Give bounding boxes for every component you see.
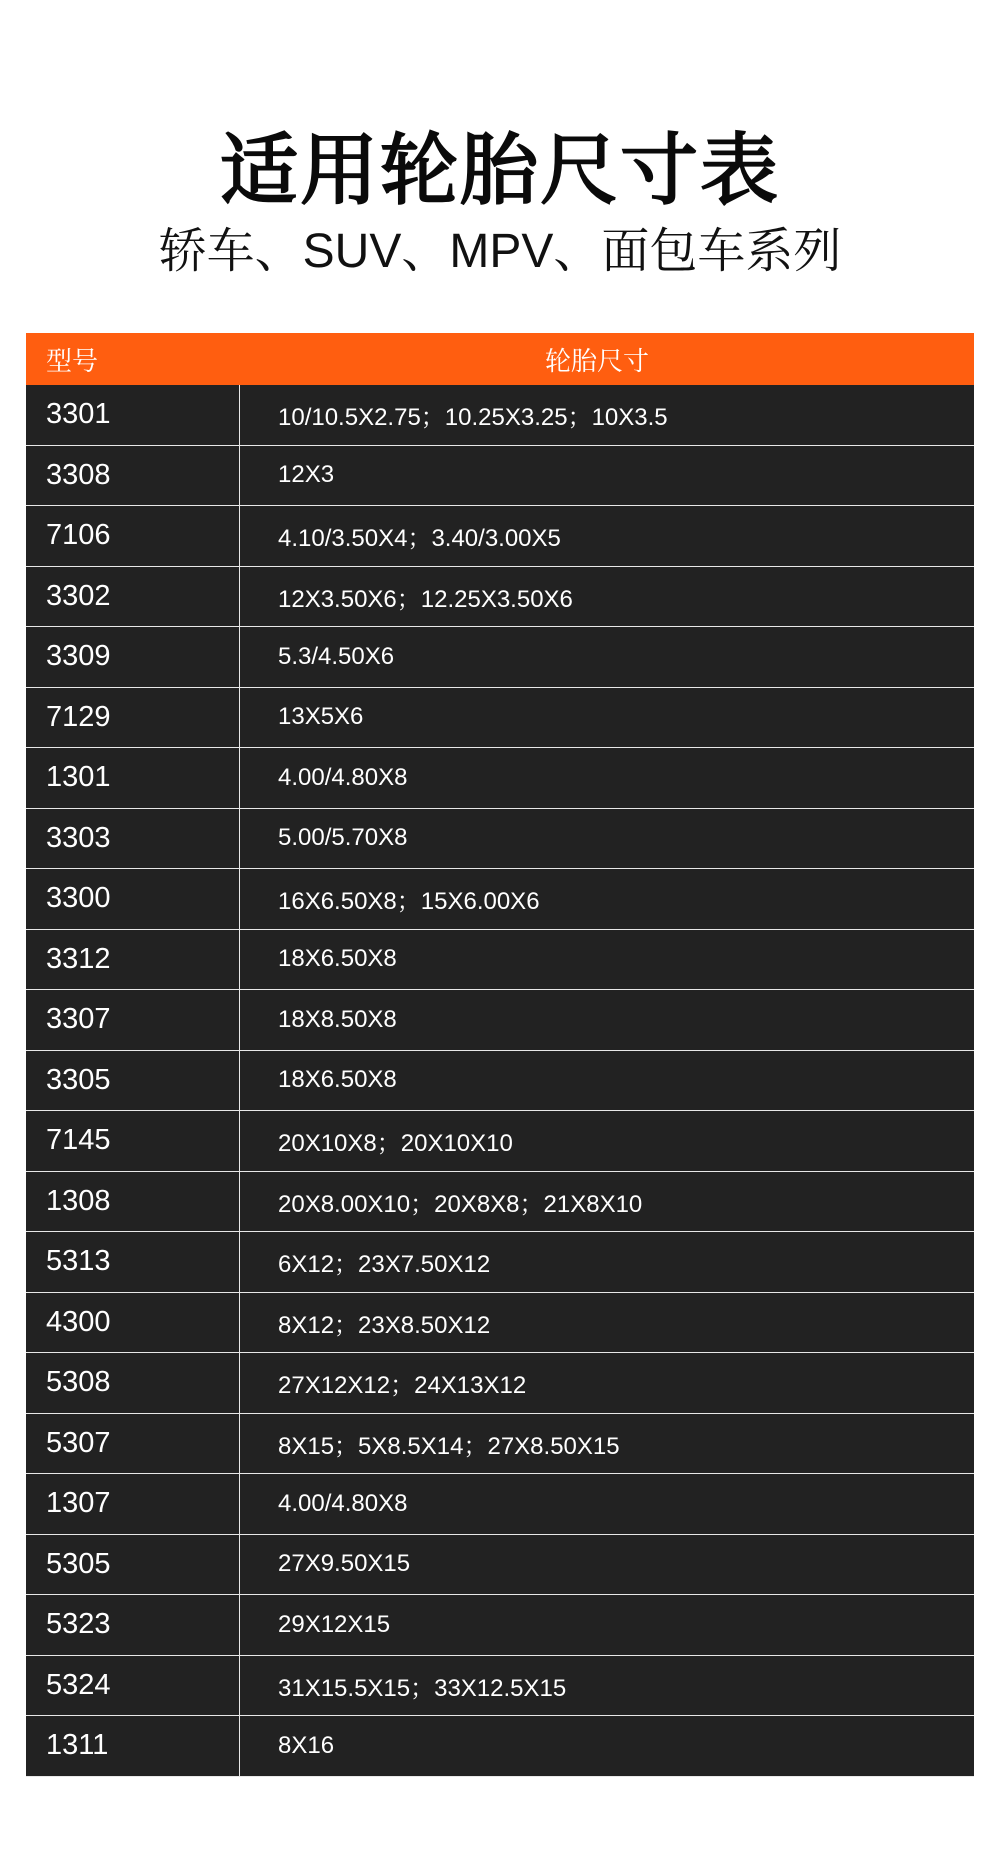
page-title: 适用轮胎尺寸表 <box>219 126 780 214</box>
model-cell: 5305 <box>26 1535 240 1595</box>
table-row <box>26 1474 974 1535</box>
tire-size-cell: 8X12；23X8.50X12 <box>278 1311 491 1339</box>
table-row <box>26 1172 974 1233</box>
table-row <box>26 930 974 991</box>
model-cell: 5307 <box>26 1414 240 1474</box>
table-row <box>26 1232 974 1293</box>
model-cell: 7106 <box>26 506 240 566</box>
model-cell: 3309 <box>26 627 240 687</box>
model-cell: 3308 <box>26 446 240 506</box>
tire-size-cell: 5.3/4.50X6 <box>278 642 395 670</box>
table-row <box>26 1716 974 1777</box>
model-cell: 1301 <box>26 748 240 808</box>
table-row <box>26 809 974 870</box>
table-row <box>26 688 974 749</box>
model-cell: 1311 <box>26 1716 240 1776</box>
model-cell: 5323 <box>26 1595 240 1655</box>
model-cell: 3302 <box>26 567 240 627</box>
model-cell: 3300 <box>26 869 240 929</box>
table-row <box>26 1656 974 1717</box>
table-row <box>26 446 974 507</box>
tire-size-cell: 18X8.50X8 <box>278 1005 397 1033</box>
model-cell: 1307 <box>26 1474 240 1534</box>
table-row <box>26 1535 974 1596</box>
tire-size-cell: 4.00/4.80X8 <box>278 1489 408 1517</box>
model-cell: 7145 <box>26 1111 240 1171</box>
tire-size-cell: 27X12X12；24X13X12 <box>278 1372 527 1400</box>
table-row <box>26 990 974 1051</box>
page-subtitle: 轿车、SUV、MPV、面包车系列 <box>158 225 842 278</box>
tire-size-cell: 13X5X6 <box>278 703 364 731</box>
tire-size-cell: 16X6.50X8；15X6.00X6 <box>278 888 540 916</box>
header-tire-size: 轮胎尺寸 <box>544 345 649 376</box>
table-header <box>26 333 974 385</box>
tire-size-cell: 5.00/5.70X8 <box>278 824 408 852</box>
table-row <box>26 1353 974 1414</box>
model-cell: 4300 <box>26 1293 240 1353</box>
model-cell: 3312 <box>26 930 240 990</box>
header-model: 型号 <box>46 345 99 376</box>
table-row <box>26 627 974 688</box>
model-cell: 7129 <box>26 688 240 748</box>
table-row <box>26 1293 974 1354</box>
table-row <box>26 869 974 930</box>
table-row <box>26 1111 974 1172</box>
model-cell: 5313 <box>26 1232 240 1292</box>
tire-size-table <box>26 333 974 1777</box>
table-row <box>26 748 974 809</box>
table-body <box>26 385 974 1777</box>
tire-size-cell: 18X6.50X8 <box>278 945 397 973</box>
tire-size-cell: 12X3 <box>278 461 335 489</box>
model-cell: 5324 <box>26 1656 240 1716</box>
tire-size-cell: 27X9.50X15 <box>278 1550 411 1578</box>
tire-size-cell: 29X12X15 <box>278 1610 391 1638</box>
model-cell: 3307 <box>26 990 240 1050</box>
model-cell: 3303 <box>26 809 240 869</box>
model-cell: 3305 <box>26 1051 240 1111</box>
table-row <box>26 567 974 628</box>
table-row <box>26 506 974 567</box>
model-cell: 1308 <box>26 1172 240 1232</box>
tire-size-cell: 18X6.50X8 <box>278 1066 397 1094</box>
tire-size-cell: 4.10/3.50X4；3.40/3.00X5 <box>278 525 561 553</box>
table-row <box>26 1051 974 1112</box>
tire-size-cell: 6X12；23X7.50X12 <box>278 1251 491 1279</box>
table-row <box>26 1414 974 1475</box>
table-row <box>26 1595 974 1656</box>
tire-size-cell: 8X16 <box>278 1731 335 1759</box>
tire-size-cell: 12X3.50X6；12.25X3.50X6 <box>278 585 573 613</box>
tire-size-cell: 20X8.00X10；20X8X8；21X8X10 <box>278 1190 643 1218</box>
table-row <box>26 385 974 446</box>
model-cell: 5308 <box>26 1353 240 1413</box>
model-cell: 3301 <box>26 385 240 445</box>
tire-size-cell: 4.00/4.80X8 <box>278 763 408 791</box>
tire-size-cell: 31X15.5X15；33X12.5X15 <box>278 1674 567 1702</box>
tire-size-cell: 20X10X8；20X10X10 <box>278 1130 513 1158</box>
tire-size-cell: 10/10.5X2.75；10.25X3.25；10X3.5 <box>278 404 668 432</box>
tire-size-cell: 8X15；5X8.5X14；27X8.50X15 <box>278 1432 620 1460</box>
